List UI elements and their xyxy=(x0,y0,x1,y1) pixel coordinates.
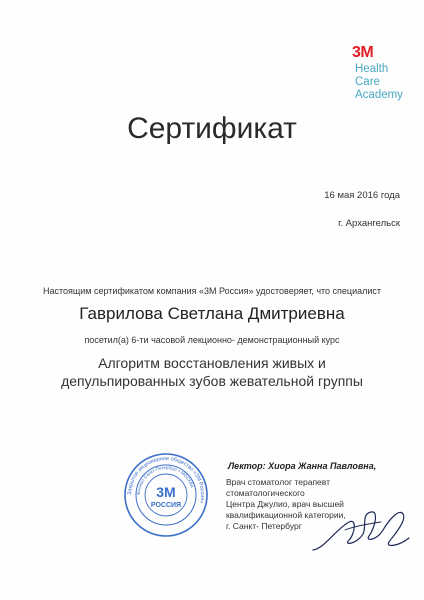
stamp-country-text: РОССИЯ xyxy=(150,502,182,509)
lecturer-credential-line: стоматологического xyxy=(226,488,305,498)
stamp-outer-text: Закрытое акционерное общество «3М Россия» xyxy=(126,455,206,504)
handwritten-signature xyxy=(305,500,415,560)
certificate-title: Сертификат xyxy=(127,112,297,145)
official-stamp xyxy=(123,452,209,538)
brand-logo-3m: 3M xyxy=(352,44,374,61)
issue-city: г. Архангельск xyxy=(338,218,400,229)
lecturer-credential-line: г. Санкт- Петербург xyxy=(226,521,302,531)
lecturer-credential-line: Центра Джулио, врач высшей xyxy=(226,499,344,509)
lecturer-credential-line: квалификационной категории, xyxy=(226,510,346,520)
stamp-center-text: 3М xyxy=(156,484,176,500)
recipient-name: Гаврилова Светлана Дмитриевна xyxy=(79,304,345,323)
lecturer-credential-line: Врач стоматолог терапевт xyxy=(226,477,331,487)
logo-line-health: Health xyxy=(355,63,389,75)
issue-date: 16 мая 2016 года xyxy=(324,190,400,201)
lecturer-name: Лектор: Хиора Жанна Павловна, xyxy=(228,461,377,471)
course-attendance-text: посетил(а) 6-ти часовой лекционно- демонстрационный курс xyxy=(84,335,340,345)
course-title: Алгоритм восстановления живых и депульпированных зубов жевательной группы xyxy=(61,355,363,389)
logo-line-academy: Academy xyxy=(355,89,403,101)
logo-line-care: Care xyxy=(355,76,380,88)
intro-text: Настоящим сертификатом компания «3М Россия» удостоверяет, что специалист xyxy=(42,286,382,296)
stamp-inner-text: Филиал Санкт-Петербург • МОСКВА xyxy=(135,464,195,496)
